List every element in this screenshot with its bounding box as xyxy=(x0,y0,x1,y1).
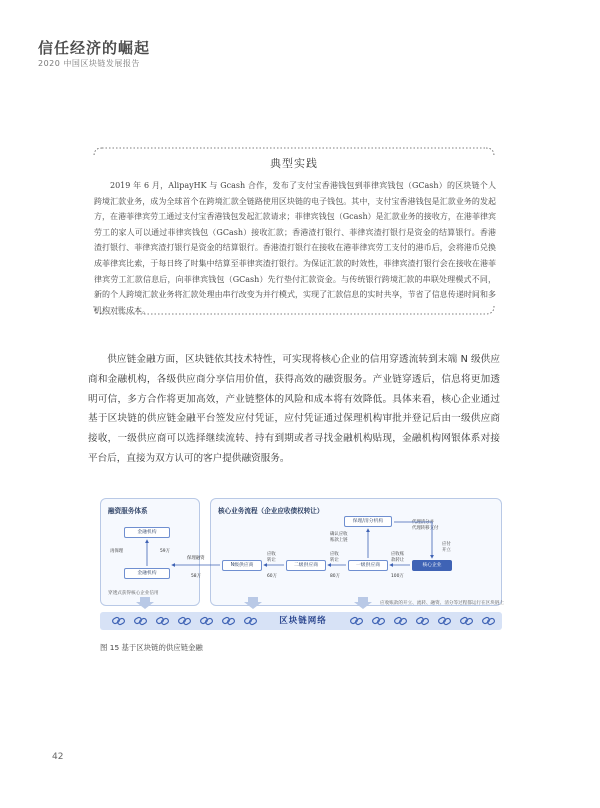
receivable-transfer-label-3: 应收账 款转让 xyxy=(391,552,405,563)
chain-link-icon xyxy=(372,616,385,626)
factor-clearing-node: 保理/清分机构 xyxy=(344,516,392,527)
amount-100-label: 100万 xyxy=(391,574,404,579)
report-header xyxy=(38,40,150,69)
factoring-financing-label: 保理融资 xyxy=(187,556,205,561)
chain-link-icon xyxy=(112,616,125,626)
chain-link-icon xyxy=(460,616,473,626)
agent-clearing-label: 代理清分并 代理转移支付 xyxy=(412,520,439,531)
chain-link-icon xyxy=(244,616,257,626)
case-study-text: 2019 年 6 月，AlipayHK 与 Gcash 合作，发布了支付宝香港钱包到菲律宾钱包（GCash）的区块链个人跨境汇款业务，成为全球首个在跨境汇款全链路使用区块链的电子钱包。其中，支付宝香港钱包是汇款业务的发起方，在港菲律宾劳工通过支付宝香港钱包发起汇款请求；菲律宾钱包（Gcash）是汇款业务的接收方，在港菲律宾劳工的家人可以通过菲律宾钱包（GCash）接收汇款；香港渣打银行、菲律宾渣打银行是资金的结算银行。香港渣打银行、菲律宾渣打银行是资金的结算银行。香港渣打银行在接收在港菲律宾劳工支付的港币后，会将港币兑换成菲律宾比索，于每日终了时集中结算至菲律宾渣打银行。为保证汇款的时效性，菲律宾渣打银行会在接收在港菲律宾劳工汇款信息后，向菲律宾钱包（GCash）先行垫付汇款资金。与传统银行跨境汇款的串联处理模式不同，新的个人跨境汇款业务将汇款处理由串行改变为并行模式，实现了汇款信息的实时共享，节省了信息传递时间和多机构对账成本。 xyxy=(94,181,496,315)
chain-link-icon xyxy=(156,616,169,626)
confirm-register-label: 确认应收 账款上链 xyxy=(330,532,348,543)
figure-caption: 图 15 基于区块链的供应链金融 xyxy=(100,643,203,652)
report-title: 信任经济的崛起 xyxy=(38,39,151,57)
chain-link-icon xyxy=(394,616,407,626)
chain-link-icon xyxy=(482,616,495,626)
chain-link-icon xyxy=(438,616,451,626)
amount-60-label: 60万 xyxy=(267,574,277,579)
first-supplier-node: 一级供应商 xyxy=(348,560,388,571)
payable-issue-label: 应付 开立 xyxy=(442,542,451,553)
page-number: 42 xyxy=(52,752,64,762)
financial-institution-node-top: 金融机构 xyxy=(124,527,170,538)
financing-service-title: 融资服务体系 xyxy=(108,507,148,515)
amount-80-label: 80万 xyxy=(330,574,340,579)
receivable-transfer-label-1: 应收 转让 xyxy=(267,552,276,563)
case-study-box xyxy=(88,142,500,320)
penetration-note: 穿透式获得核心企业信用 xyxy=(108,591,159,596)
n-supplier-node: N级供应商 xyxy=(222,560,262,571)
amount-59-label: 59万 xyxy=(160,549,170,554)
core-business-title: 核心业务流程（企业应收债权转让） xyxy=(218,507,324,515)
body-paragraph: 供应链金融方面，区块链依其技术特性，可实现将核心企业的信用穿透流转到末端 N 级供应商和金融机构，各级供应商分享信用价值，获得高效的融资服务。产业链穿透后，信息将更加透明可信，多方合作将更加高效，产业链整体的风险和成本将有效降低。具体来看，核心企业通过基于区块链的供应链金融平台签发应付凭证，应付凭证通过保理机构审批并登记后由一级供应商接收，一级供应商可以选择继续流转、持有到期或者寻找金融机构贴现，金融机构网银体系对接平台后，直接为双方认可的客户提供融资服务。 xyxy=(88,354,500,464)
chain-link-icon xyxy=(222,616,235,626)
case-study-title: 典型实践 xyxy=(270,157,318,170)
report-subtitle: 2020 中国区块链发展报告 xyxy=(38,59,140,68)
receivable-transfer-label-2: 应收 转让 xyxy=(330,552,339,563)
chain-link-icon xyxy=(200,616,213,626)
blockchain-network-label: 区块链网络 xyxy=(279,616,327,626)
amount-58-label: 58万 xyxy=(191,574,201,579)
chain-process-note: 应收账款的开立、流转、融资、清分等过程都运行在区块链上 xyxy=(380,601,505,606)
supply-chain-finance-figure xyxy=(100,498,505,633)
chain-link-icon xyxy=(134,616,147,626)
financial-institution-node-bottom: 金融机构 xyxy=(124,568,170,579)
chain-link-icon xyxy=(350,616,363,626)
chain-link-icon xyxy=(416,616,429,626)
core-enterprise-node: 核心企业 xyxy=(412,560,452,571)
second-supplier-node: 二级供应商 xyxy=(286,560,326,571)
chain-link-icon xyxy=(178,616,191,626)
re-guarantee-label: 再保理 xyxy=(110,549,124,554)
